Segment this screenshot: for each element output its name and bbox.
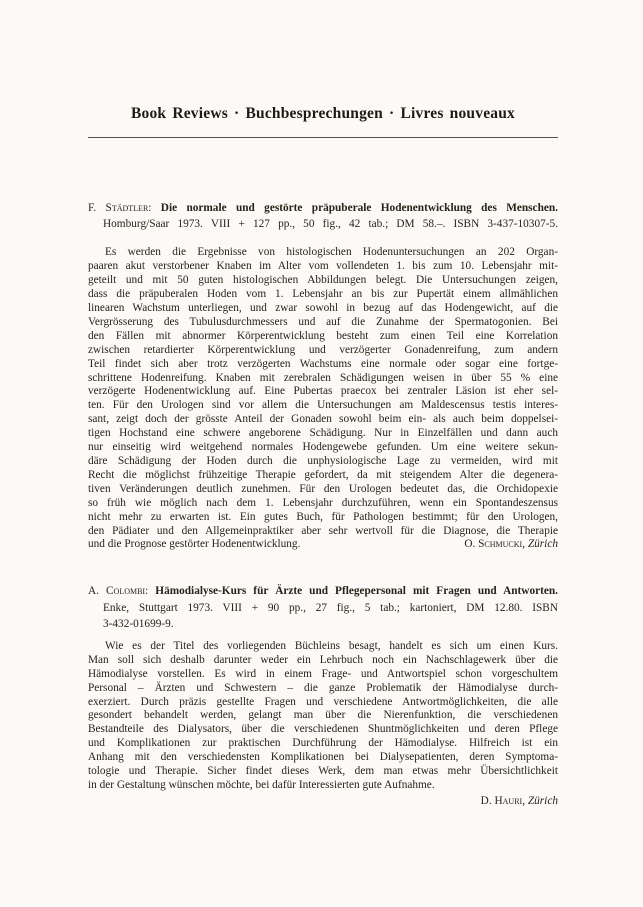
review-publication-info: Homburg/Saar 1973. VIII + 127 pp., 50 fig., 42 tab.; DM 58.–. ISBN 3-437-10307-5.: [103, 218, 558, 231]
body-line: gesondert behandelt werden, gelangt man über die Nierenfunktion, die verschiedenen: [88, 709, 558, 722]
reviewer-signature: [481, 795, 558, 807]
body-line: paaren akut verstorbener Knaben im Alter vom vollendeten 1. bis zum 10. Lebensjahr mit-: [88, 260, 558, 273]
reviewer-place: Zürich: [527, 538, 558, 551]
body-line: so früh wie möglich nach dem 1. Lebensjahr durchzuführen, wenn ein Spontandeszensus: [88, 496, 558, 509]
book-review-staedtler: [88, 200, 558, 552]
body-line: Hämodialyse vorstellen. Es wird in einem Frage- und Antwortspiel schon vorgeschultem: [88, 667, 558, 680]
review-heading-line: [88, 583, 558, 599]
body-line: dass die präpuberalen Hoden vom 1. Lebensjahr an bis zur Pupertät einem allmählichen: [88, 288, 558, 301]
review-author: F. Städtler:: [88, 202, 152, 214]
body-line: däre Schädigung der Hoden durch die unphysiologische Lage zu vermeiden, wird mit: [88, 455, 558, 467]
body-line: tigen Hochstand eine schwere angeborene Schädigung. Nur in Einzelfällen und dann auch: [88, 427, 558, 440]
body-line: den Pädiater und den Allgemeinpraktiker aber sehr wertvoll für die Diagnose, die Therapie: [88, 524, 558, 537]
review-body: [88, 246, 558, 538]
review-heading: [88, 583, 558, 632]
body-line: Wie es der Titel des vorliegenden Büchleins besagt, handelt es sich um einen Kurs.: [105, 639, 558, 652]
body-line: ten. Für den Urologen sind vor allem die Untersuchungen am Maldescensus testis interes-: [88, 399, 558, 412]
body-line: zwischen retardierter Körperentwicklung und verzögerter Gonadenreifung, zum andern: [88, 343, 558, 356]
body-line: sant, zeigt doch der grösste Anteil der Gonaden sowohl beim ein- als auch beim doppelsei-: [88, 413, 558, 426]
review-author: A. Colombi:: [88, 585, 149, 598]
review-closing-row: [88, 538, 558, 552]
header-divider: [88, 137, 558, 138]
book-review-colombi: [88, 583, 558, 808]
body-line: tiven Veränderungen deutlich zunehmen. Für den Urologen bedeutet das, die Orchidopexie: [88, 482, 558, 495]
body-line: den Fällen mit abnormer Körperentwicklung besteht zum einen Teil eine Korrelation: [88, 329, 558, 342]
review-book-title: Hämodialyse-Kurs für Ärzte und Pflegepersonal mit Fragen und Antworten.: [155, 585, 558, 598]
body-line: nur einseitig wird weitgehend normales Hodengewebe gefunden. Um eine weitere sekun-: [88, 441, 558, 454]
review-heading: [88, 200, 558, 232]
reviewer-name: Hauri,: [494, 794, 526, 807]
body-line: und Komplikationen zur praktischen Durchführung der Hämodialyse. Hilfreich ist ein: [88, 737, 558, 750]
reviewer-signature: [464, 538, 558, 552]
body-line: verzögerte Hodenentwicklung auf. Eine Pubertas praecox bei zentraler Läsion ist eher sel-: [88, 385, 558, 398]
review-publication-isbn: 3-432-01699-9.: [103, 617, 174, 630]
body-line: Teil findet sich aber trotz verzögerten Wachstums eine normale oder sogar eine fortge-: [88, 357, 558, 370]
body-line: Vergrösserung des Tubulusdurchmessers und auf die Zunahme der Spermatogonien. Bei: [88, 315, 558, 328]
review-publication-info: Enke, Stuttgart 1973. VIII + 90 pp., 27 fig., 5 tab.; kartoniert, DM 12.80. ISBN: [103, 601, 558, 614]
body-line: tologie und Therapie. Sicher findet dieses Werk, dem man etwas mehr Übersichtlichkeit: [88, 765, 558, 778]
review-signature-row: [88, 795, 558, 809]
body-line: Bestandteile des Dialysators, über die verschiedenen Shuntmöglichkeiten und deren Pflege: [88, 723, 558, 736]
reviewer-place: Zürich: [527, 794, 558, 807]
reviewer-initial: D.: [480, 794, 492, 807]
body-line: linearen Wachstum unterliegen, und zwar sowohl in bezug auf das Hodengewicht, auf die: [88, 302, 558, 315]
reviewer-initial: O.: [464, 538, 476, 551]
body-line: geteilt und mit 50 guten histologischen Abbildungen belegt. Die Untersuchungen zeigen,: [88, 274, 558, 287]
review-body: [88, 640, 558, 779]
body-line: Personal – Ärzten und Schwestern – die ganze Problematik der Hämodialyse durch-: [88, 681, 558, 694]
review-closing-text: in der Gestaltung wünschen möchte, bei dafür Interessierten gute Aufnahme.: [88, 779, 435, 792]
review-book-title: Die normale und gestörte präpuberale Hodenentwicklung des Menschen.: [160, 202, 558, 214]
reviewer-name: Schmucki,: [478, 538, 526, 551]
page-title: Book Reviews · Buchbesprechungen · Livres nouveaux: [130, 105, 515, 122]
review-closing-text: und die Prognose gestörter Hodenentwicklung.: [88, 538, 301, 551]
review-heading-line: [88, 200, 558, 216]
body-line: exerziert. Durch präzis gestellte Fragen und verschiedene Antwortmöglichkeiten, die alle: [88, 695, 558, 708]
body-line: schrittene Hodenreifung. Knaben mit zerebralen Schädigungen weisen in über 55 % eine: [88, 371, 558, 384]
body-line: Anhang mit den verschiedensten Komplikationen bei Dialysepatienten, deren Symptoma-: [88, 751, 558, 764]
body-line: Man soll sich deshalb darunter weder ein Lehrbuch noch ein Nachschlagewerk über die: [88, 653, 558, 666]
body-line: nicht mehr zu erwarten ist. Ein gutes Buch, für Pathologen bestimmt; für den Urologen,: [88, 510, 558, 523]
body-line: Recht die möglichst frühzeitige Therapie gefordert, da mit steigendem Alter die degenera-: [88, 468, 558, 481]
body-line: Es werden die Ergebnisse von histologischen Hodenuntersuchungen an 202 Organ-: [105, 246, 558, 259]
